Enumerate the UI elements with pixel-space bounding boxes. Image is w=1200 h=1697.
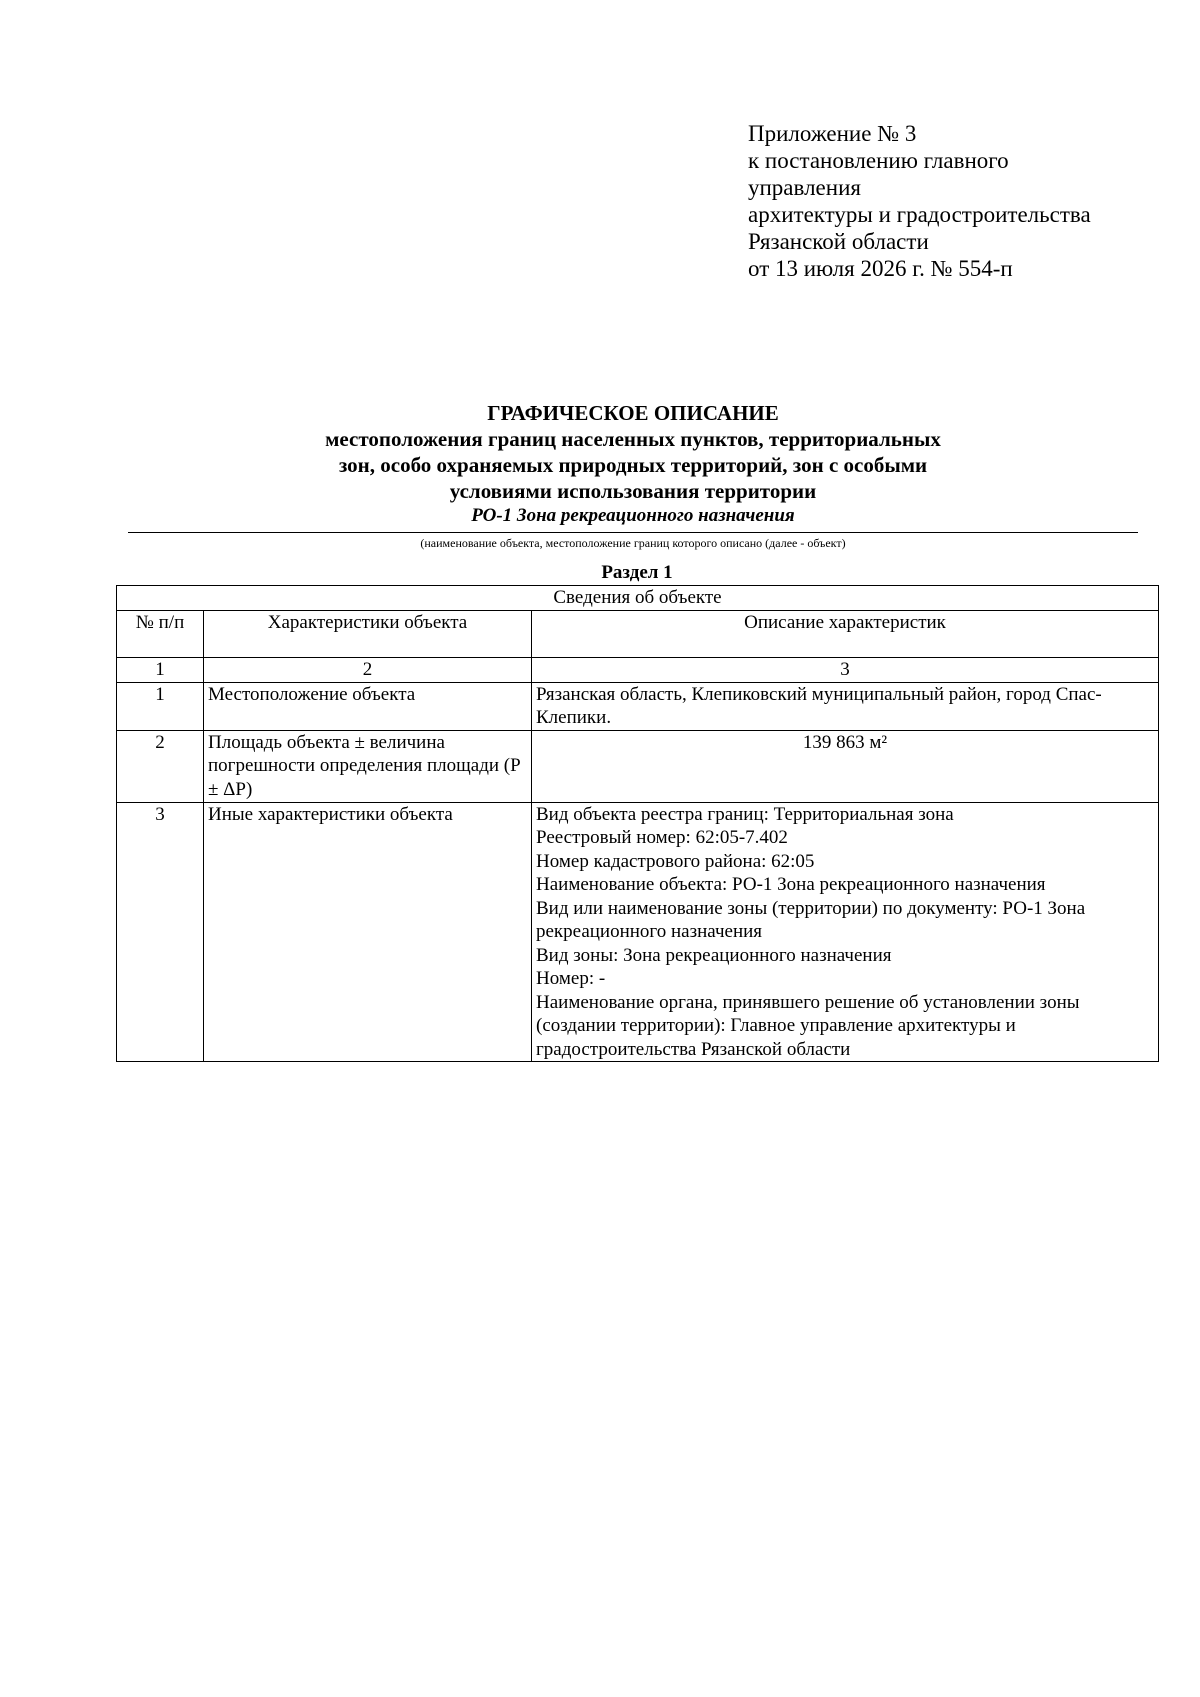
column-number: 3 (532, 658, 1159, 683)
table-row (117, 802, 1159, 1062)
table-caption: Сведения об объекте (117, 586, 1159, 611)
table-row (117, 730, 1159, 802)
object-name: РО-1 Зона рекреационного назначения (471, 505, 795, 526)
appendix-line: к постановлению главного (748, 148, 1009, 173)
description-line: Реестровый номер: 62:05-7.402 (536, 827, 788, 848)
description-line: Наименование органа, принявшего решение об установлении зоны (создании территории): Главное управление архитектуры и градостроительства Рязанской области (536, 991, 1080, 1060)
object-info-table (116, 585, 1159, 1062)
row-number: 1 (117, 682, 204, 730)
row-characteristic: Иные характеристики объекта (204, 802, 532, 1062)
header-characteristic: Характеристики объекта (204, 611, 532, 658)
description-line: 139 863 м² (802, 731, 888, 753)
appendix-block (748, 120, 1168, 282)
row-characteristic: Местоположение объекта (204, 682, 532, 730)
column-number-row (117, 658, 1159, 683)
row-number: 3 (117, 802, 204, 1062)
section-title: Раздел 1 (601, 562, 673, 583)
document-subtitle-line: местоположения границ населенных пунктов, территориальных (325, 427, 941, 451)
row-number: 2 (117, 730, 204, 802)
document-subtitle-line: зон, особо охраняемых природных территорий, зон с особыми (338, 453, 928, 477)
document-header (128, 400, 1138, 551)
column-number: 1 (117, 658, 204, 683)
document-title: ГРАФИЧЕСКОЕ ОПИСАНИЕ (487, 401, 779, 425)
column-number: 2 (204, 658, 532, 683)
table-row (117, 682, 1159, 730)
table-caption-row (117, 586, 1159, 611)
description-line: Наименование объекта: РО-1 Зона рекреационного назначения (536, 874, 1046, 895)
description-line: Рязанская область, Клепиковский муниципальный район, город Спас-Клепики. (536, 683, 1102, 728)
description-line: Номер: - (536, 968, 606, 989)
appendix-line: управления (748, 175, 861, 200)
description-line: Вид или наименование зоны (территории) по документу: РО-1 Зона рекреационного назначения (536, 897, 1086, 942)
appendix-line: архитектуры и градостроительства (748, 202, 1091, 227)
divider-line (128, 532, 1138, 533)
appendix-line: Приложение № 3 (748, 121, 917, 146)
description-line: Номер кадастрового района: 62:05 (536, 850, 815, 872)
appendix-line: Рязанской области (748, 229, 929, 254)
description-line: Вид объекта реестра границ: Территориальная зона (536, 803, 954, 825)
object-caption: (наименование объекта, местоположение границ которого описано (далее - объект) (420, 536, 846, 550)
row-characteristic: Площадь объекта ± величина погрешности определения площади (P ± ΔP) (204, 730, 532, 802)
table-header-row (117, 611, 1159, 658)
row-description (532, 730, 1159, 802)
appendix-line: от 13 июля 2026 г. № 554-п (748, 256, 1013, 281)
header-num: № п/п (117, 611, 204, 658)
document-subtitle-line: условиями использования территории (449, 479, 817, 503)
description-line: Вид зоны: Зона рекреационного назначения (536, 944, 892, 966)
header-description: Описание характеристик (532, 611, 1159, 658)
row-description (532, 802, 1159, 1062)
row-description (532, 682, 1159, 730)
